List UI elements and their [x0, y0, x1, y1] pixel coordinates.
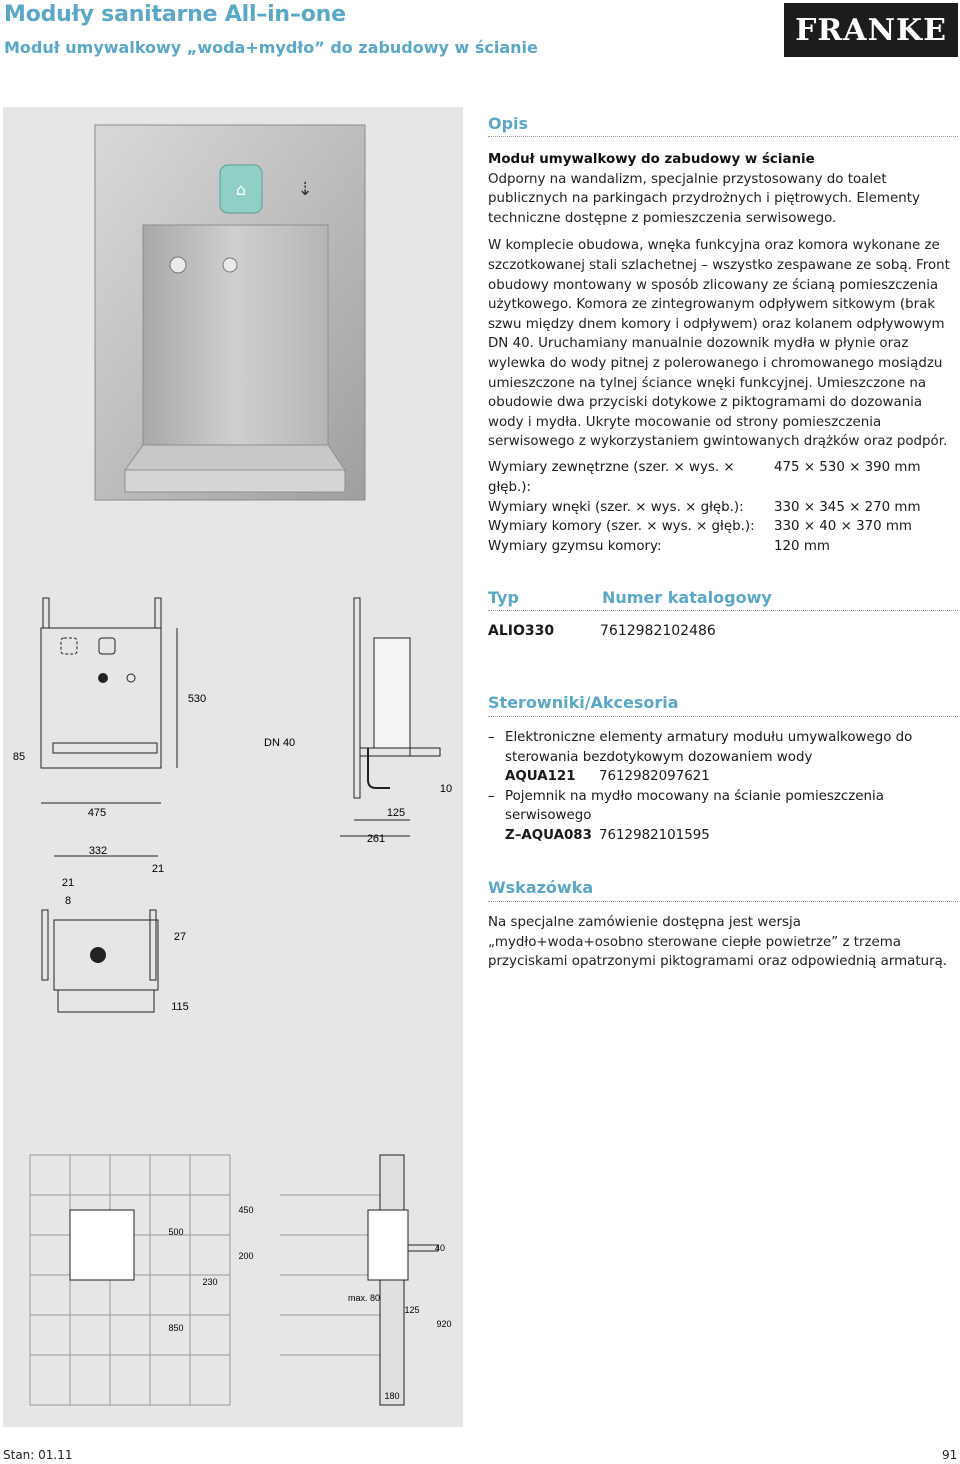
section-accessories-heading: Sterowniki/Akcesoria	[488, 693, 679, 712]
divider	[488, 901, 958, 902]
section-opis-heading: Opis	[488, 114, 529, 133]
dim-dn40: DN 40	[264, 737, 296, 749]
dim-125: 125	[386, 807, 406, 819]
product-type: ALIO330	[488, 623, 555, 639]
dim-475: 475	[87, 807, 107, 819]
accessory-code: AQUA121	[505, 769, 576, 785]
dim-85: 85	[12, 751, 26, 763]
dimensions-table	[488, 458, 954, 557]
top-view-drawing	[40, 840, 240, 1020]
brand-logo: FRANKE	[784, 3, 958, 57]
dim-180: 180	[384, 1391, 400, 1401]
divider	[488, 610, 958, 611]
dim-261: 261	[366, 833, 386, 845]
dimension-row	[488, 537, 954, 557]
dimension-row	[488, 498, 954, 518]
dim-10: 10	[439, 783, 453, 795]
dim-500: 500	[168, 1227, 184, 1237]
divider	[488, 136, 958, 137]
product-photo	[95, 125, 365, 500]
accessories-list	[488, 728, 960, 846]
catalog-number-heading: Numer katalogowy	[602, 588, 772, 607]
side-view-drawing	[240, 598, 462, 848]
svg-text:⇣: ⇣	[297, 179, 313, 200]
dim-230: 230	[202, 1277, 218, 1287]
accessory-number: 7612982097621	[599, 769, 710, 785]
footer-date: Stan: 01.11	[3, 1448, 73, 1462]
description-lead: Moduł umywalkowy do zabudowy w ścianie	[488, 152, 815, 167]
dimension-label: Wymiary gzymsu komory:	[488, 539, 662, 555]
page-title: Moduły sanitarne All–in–one	[4, 2, 346, 27]
accessory-description: Pojemnik na mydło mocowany na ścianie pomieszczenia serwisowego	[505, 788, 884, 824]
accessory-item: – Elektroniczne elementy armatury modułu umywalkowego do sterowania bezdotykowym dozowaniem wody AQUA121 7612982097621	[488, 728, 960, 787]
accessory-number: 7612982101595	[599, 827, 710, 843]
dim-332: 332	[88, 845, 108, 857]
installation-side-drawing	[280, 1155, 460, 1405]
divider	[488, 716, 958, 717]
dim-21-left: 21	[61, 877, 75, 889]
description-block	[488, 150, 960, 452]
dim-530: 530	[187, 693, 207, 705]
section-hint-heading: Wskazówka	[488, 878, 594, 897]
svg-text:⌂: ⌂	[235, 180, 247, 199]
front-view-drawing	[5, 598, 225, 830]
dim-450: 450	[238, 1205, 254, 1215]
accessory-description: Elektroniczne elementy armatury modułu umywalkowego do sterowania bezdotykowym dozowaniem wody	[505, 730, 913, 765]
page-number: 91	[942, 1448, 958, 1462]
description-para-2: W komplecie obudowa, wnęka funkcyjna oraz komora wykonane ze szczotkowanej stali szlachetnej – wszystko zespawane ze sobą. Front obudowy montowany w sposób zlicowany ze ścianą pomieszczenia użytkowego. Komora ze zintegrowanym odpływem sitkowym (brak szwu między dnem komory i odpływem) oraz kolanem odpływowym DN 40. Uruchamiany manualnie dozownik mydła w płynie oraz wylewka do wody pitnej z polerowanego i chromowanego mosiądzu umieszczone na tylnej ściance wnęki funkcyjnej. Umieszczone na obudowie dwa przyciski dotykowe z piktogramami do dozowania wody i mydła. Ukryte mocowanie od strony pomieszczenia serwisowego z wykorzystaniem gwintowanych drążków oraz podpór.	[488, 238, 950, 450]
dim-850: 850	[168, 1323, 184, 1333]
dimension-row	[488, 517, 954, 537]
installation-front-drawing	[30, 1155, 254, 1405]
dim-21-right: 21	[151, 863, 165, 875]
accessory-code: Z–AQUA083	[505, 827, 592, 843]
dim-8: 8	[64, 895, 72, 907]
dim-40: 40	[434, 1243, 446, 1253]
dim-27: 27	[173, 931, 187, 943]
description-para-1: Odporny na wandalizm, specjalnie przystosowany do toalet publicznych na parkingach przydrożnych i piętrowych. Elementy techniczne dostępne z pomieszczenia serwisowego.	[488, 171, 920, 226]
dim-200: 200	[238, 1251, 254, 1261]
dimension-value: 120 mm	[774, 539, 830, 555]
page-subtitle: Moduł umywalkowy „woda+mydło” do zabudowy w ścianie	[4, 38, 538, 57]
accessory-item: – Pojemnik na mydło mocowany na ścianie pomieszczenia serwisowego Z–AQUA083 7612982101595	[488, 787, 960, 846]
dimension-value: 330 × 40 × 370 mm	[774, 519, 912, 535]
hint-text: Na specjalne zamówienie dostępna jest wersja „mydło+woda+osobno sterowane ciepłe powietrze” z trzema przyciskami opatrzonymi piktogramami oraz odpowiednią armaturą.	[488, 915, 948, 970]
typ-heading: Typ	[488, 588, 519, 607]
dimension-row	[488, 458, 954, 498]
dim-125-install: 125	[404, 1305, 420, 1315]
dim-115: 115	[171, 1001, 189, 1013]
dimension-value: 475 × 530 × 390 mm	[774, 460, 921, 475]
dimension-label: Wymiary zewnętrzne (szer. × wys. × głęb.):	[488, 460, 735, 495]
dim-max80: max. 80	[347, 1293, 381, 1303]
dim-920: 920	[436, 1319, 452, 1329]
dimension-value: 330 × 345 × 270 mm	[774, 499, 921, 515]
product-catalog-number: 7612982102486	[600, 623, 716, 639]
dimension-label: Wymiary wnęki (szer. × wys. × głęb.):	[488, 499, 744, 515]
dimension-label: Wymiary komory (szer. × wys. × głęb.):	[488, 519, 755, 535]
